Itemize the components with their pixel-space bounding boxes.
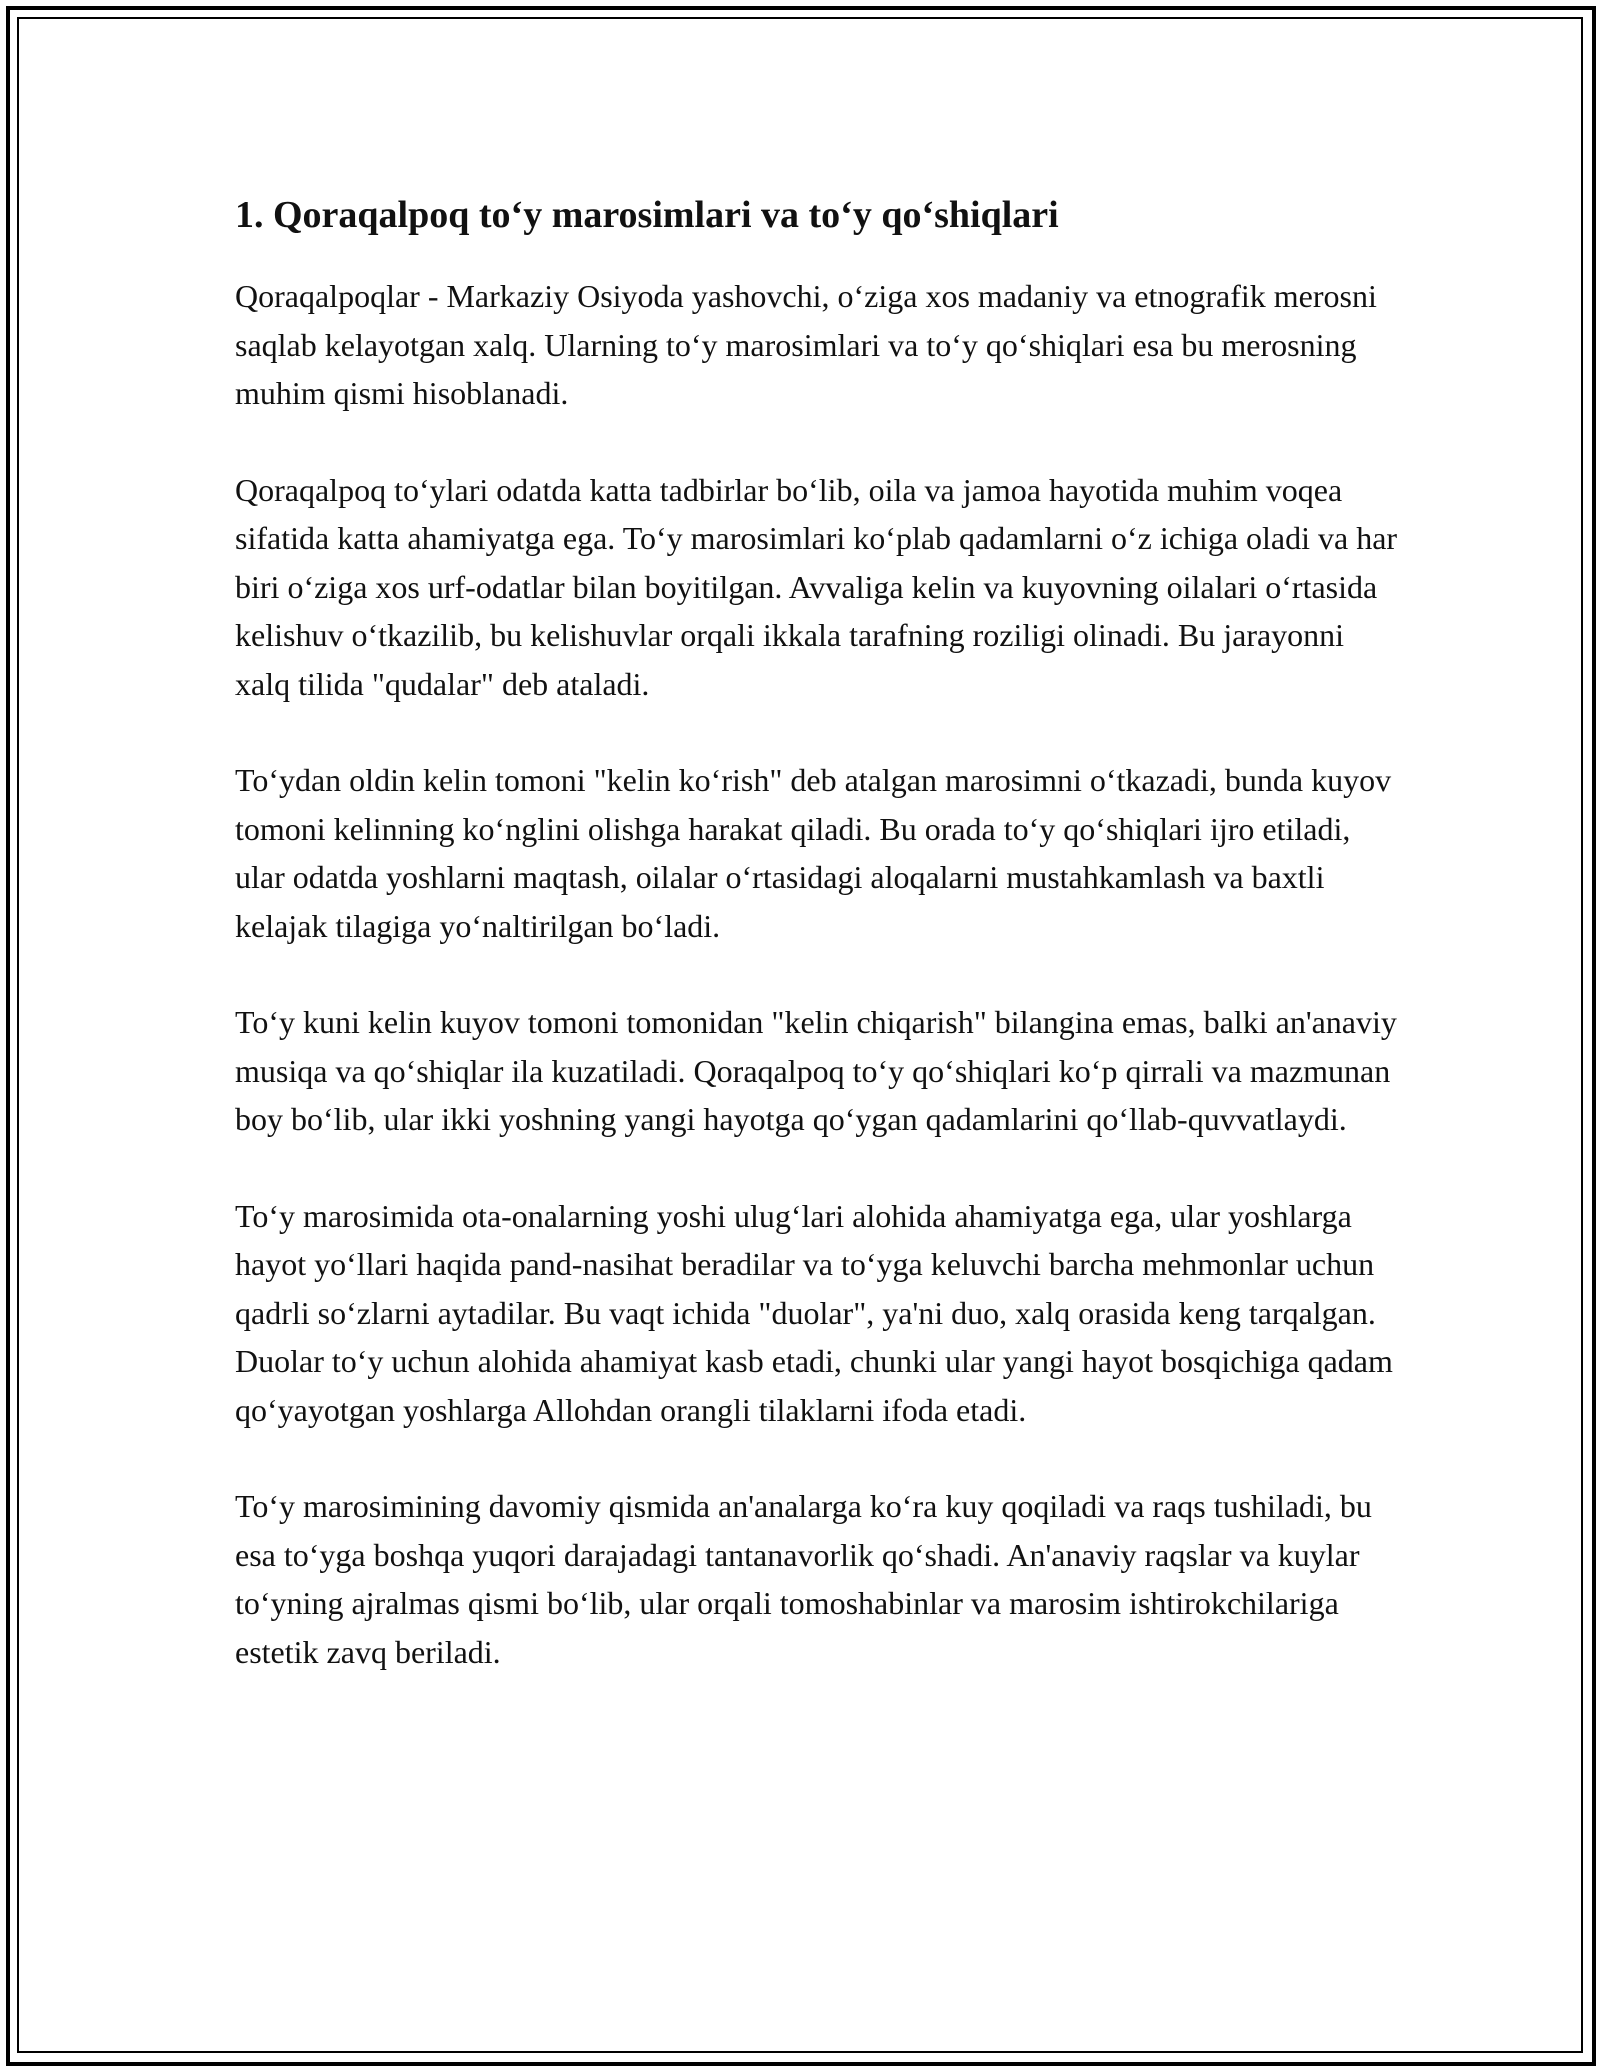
paragraph-4: To‘y kuni kelin kuyov tomoni tomonidan "kelin chiqarish" bilangina emas, balki an'anaviy musiqa va qo‘shiqlar ila kuzatiladi. Qoraqalpoq to‘y qo‘shiqlari ko‘p qirrali va mazmunan boy bo‘lib, ular ikki yoshning yangi hayotga qo‘ygan qadamlarini qo‘llab-quvvatlaydi. bbox=[235, 1004, 1397, 1137]
paragraph-2: Qoraqalpoq to‘ylari odatda katta tadbirlar bo‘lib, oila va jamoa hayotida muhim voqea sifatida katta ahamiyatga ega. To‘y marosimlari ko‘plab qadamlarni o‘z ichiga oladi va har biri o‘ziga xos urf-odatlar bilan boyitilgan. Avvaliga kelin va kuyovning oilalari o‘rtasida kelishuv o‘tkazilib, bu kelishuvlar orqali ikkala tarafning roziligi olinadi. Bu jarayonni xalq tilida "qudalar" deb ataladi. bbox=[235, 471, 1398, 702]
paragraph-5: To‘y marosimida ota-onalarning yoshi ulug‘lari alohida ahamiyatga ega, ular yoshlarga hayot yo‘llari haqida pand-nasihat beradilar va to‘yga keluvchi barcha mehmonlar uchun qadrli so‘zlarni aytadilar. Bu vaqt ichida "duolar", ya'ni duo, xalq orasida keng tarqalgan. Duolar to‘y uchun alohida ahamiyat kasb etadi, chunki ular yangi hayot bosqichiga qadam qo‘yayotgan yoshlarga Allohdan orangli tilaklarni ifoda etadi. bbox=[235, 1197, 1393, 1428]
paragraph-6: To‘y marosimining davomiy qismida an'analarga ko‘ra kuy qoqiladi va raqs tushiladi, bu esa to‘yga boshqa yuqori darajadagi tantanavorlik qo‘shadi. An'anaviy raqslar va kuylar to‘yning ajralmas qismi bo‘lib, ular orqali tomoshabinlar va marosim ishtirokchilariga estetik zavq beriladi. bbox=[235, 1488, 1372, 1670]
paragraph-3: To‘ydan oldin kelin tomoni "kelin ko‘rish" deb atalgan marosimni o‘tkazadi, bunda kuyov tomoni kelinning ko‘nglini olishga harakat qiladi. Bu orada to‘y qo‘shiqlari ijro etiladi, ular odatda yoshlarni maqtash, oilalar o‘rtasidagi aloqalarni mustahkamlash va baxtli kelajak tilagiga yo‘naltirilgan bo‘ladi. bbox=[235, 762, 1392, 944]
section-heading: 1. Qoraqalpoq to‘y marosimlari va to‘y qo‘shiqlari bbox=[235, 194, 1059, 236]
paragraph-1: Qoraqalpoqlar - Markaziy Osiyoda yashovchi, o‘ziga xos madaniy va etnografik merosni saqlab kelayotgan xalq. Ularning to‘y marosimlari va to‘y qo‘shiqlari esa bu merosning muhim qismi hisoblanadi. bbox=[235, 278, 1377, 411]
document-body bbox=[235, 190, 1405, 1724]
